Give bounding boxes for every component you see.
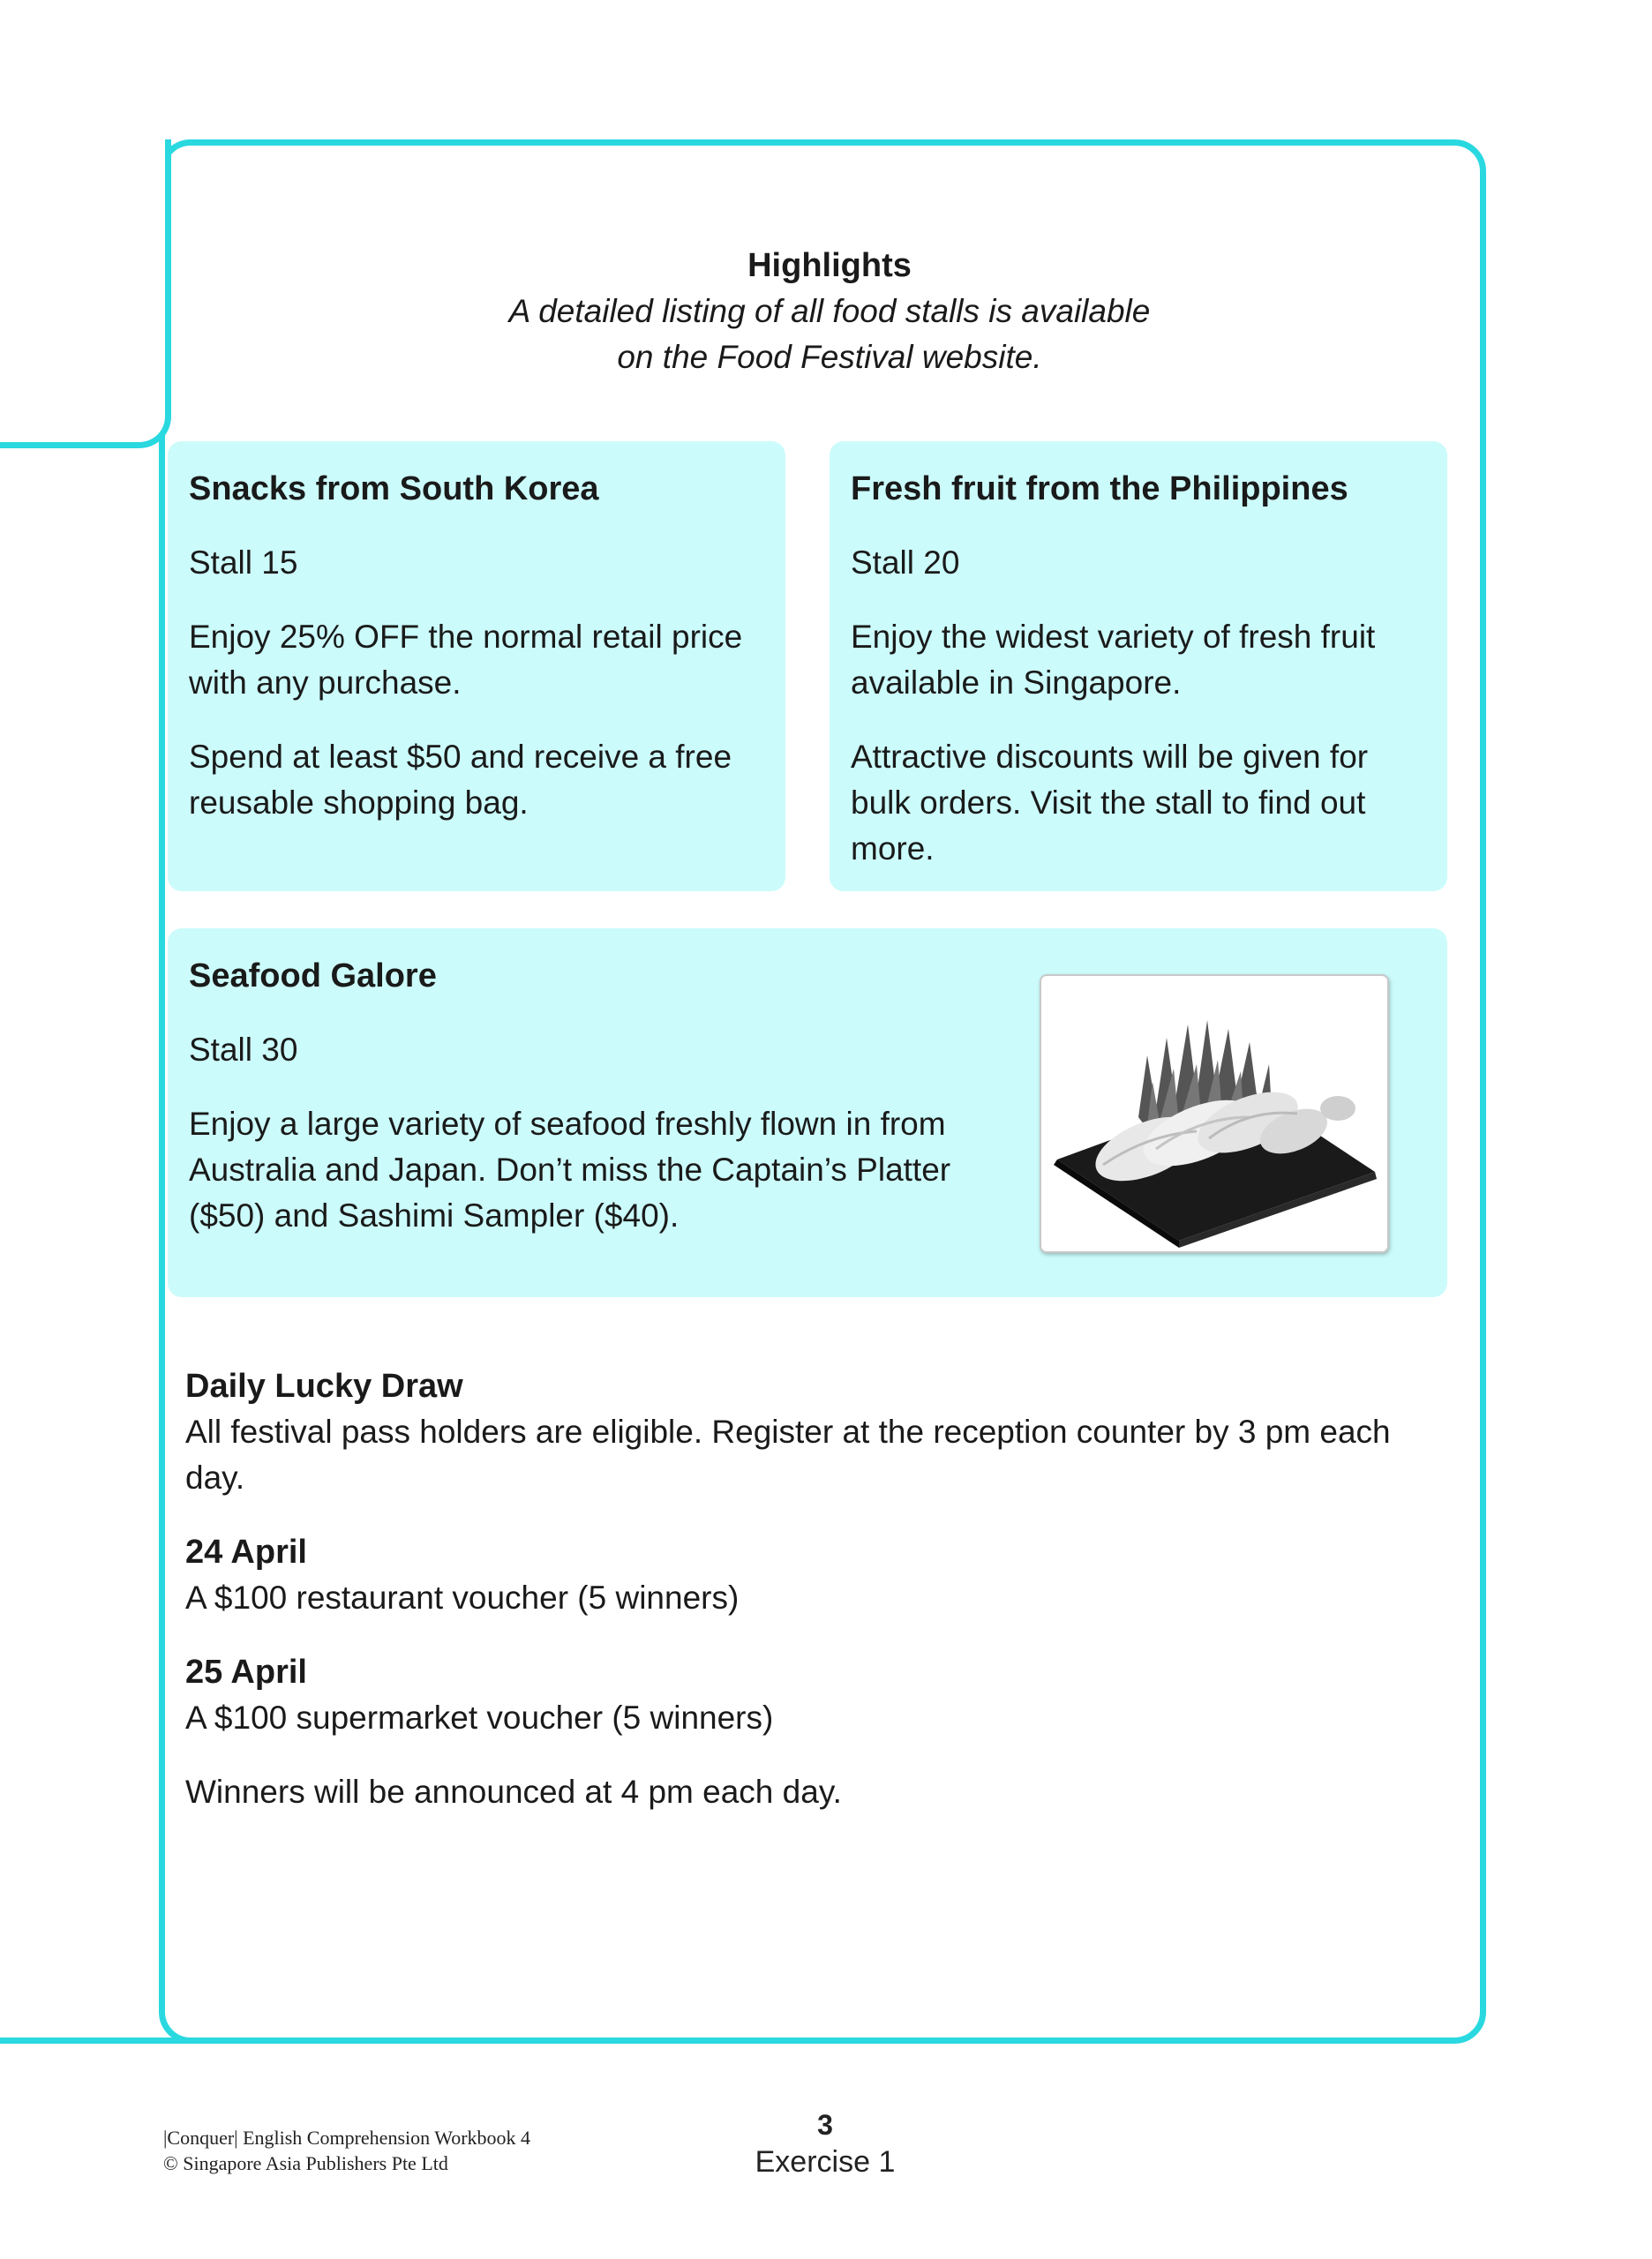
stall-title: Snacks from South Korea [189, 470, 599, 507]
stall-number: Stall 15 [189, 544, 298, 581]
draw-prize: A $100 supermarket voucher (5 winners) [185, 1700, 774, 1736]
lucky-draw-title: Daily Lucky Draw [185, 1368, 463, 1405]
stall-card-south-korea [168, 441, 785, 891]
highlights-header [371, 243, 1288, 380]
frame-corner-tab [0, 139, 171, 448]
exercise-label: Exercise 1 [755, 2145, 896, 2179]
stall-title: Seafood Galore [189, 957, 437, 994]
lucky-draw-closing: Winners will be announced at 4 pm each day. [185, 1774, 842, 1810]
stall-number: Stall 20 [851, 544, 960, 581]
footer-book-title: |Conquer| English Comprehension Workbook 4 [163, 2127, 531, 2149]
lucky-draw-intro: All festival pass holders are eligible. Register at the reception counter by 3 pm each day. [185, 1414, 1391, 1496]
footer-book-info [163, 2125, 530, 2176]
highlights-note-line2: on the Food Festival website. [617, 339, 1042, 375]
sashimi-illustration [1041, 976, 1387, 1251]
stall-paragraph: Spend at least $50 and receive a free reusable shopping bag. [189, 739, 732, 821]
frame-bottom-line [0, 2038, 194, 2044]
stall-title: Fresh fruit from the Philippines [851, 470, 1348, 507]
stall-paragraph: Attractive discounts will be given for bulk orders. Visit the stall to find out more. [851, 739, 1369, 867]
seafood-text-block [189, 953, 983, 1239]
highlights-title: Highlights [747, 247, 912, 284]
stall-card-philippines [830, 441, 1447, 891]
draw-date: 25 April [185, 1654, 307, 1691]
sashimi-platter-photo [1040, 974, 1389, 1253]
draw-date: 24 April [185, 1534, 307, 1571]
page-number: 3 [817, 2109, 833, 2141]
footer-page-info [688, 2107, 962, 2181]
lucky-draw-section [185, 1363, 1456, 1843]
highlights-note-line1: A detailed listing of all food stalls is available [508, 293, 1151, 329]
stall-paragraph: Enjoy a large variety of seafood freshly flown in from Australia and Japan. Don’t miss the Captain’s Platter ($50) and Sashimi Sampler ($40). [189, 1106, 951, 1234]
stall-number: Stall 30 [189, 1032, 298, 1068]
stall-paragraph: Enjoy the widest variety of fresh fruit available in Singapore. [851, 619, 1376, 701]
footer-copyright: © Singapore Asia Publishers Pte Ltd [163, 2152, 448, 2174]
stall-paragraph: Enjoy 25% OFF the normal retail price with any purchase. [189, 619, 743, 701]
draw-prize: A $100 restaurant voucher (5 winners) [185, 1580, 740, 1616]
